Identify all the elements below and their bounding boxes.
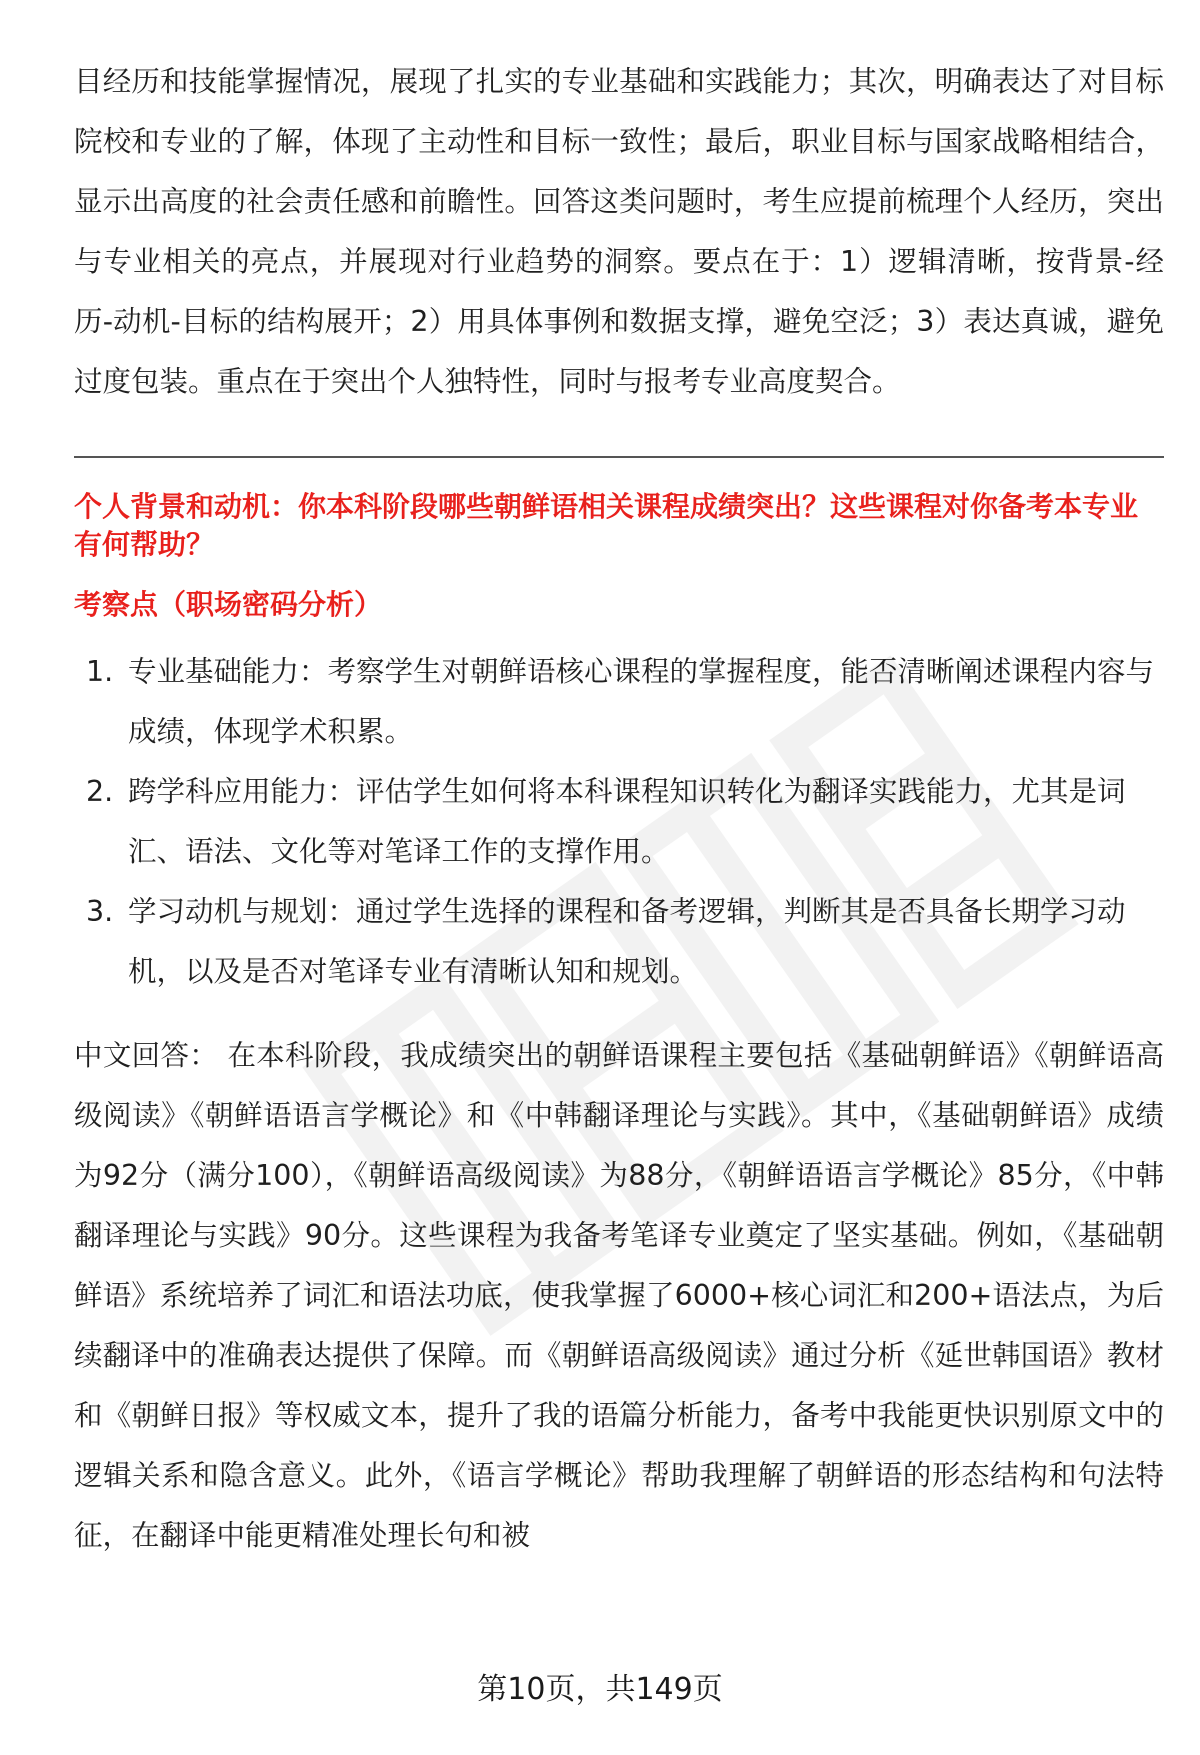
list-item-text: 跨学科应用能力：评估学生如何将本科课程知识转化为翻译实践能力，尤其是词汇、语法、文化等对笔译工作的支撑作用。	[128, 775, 1126, 868]
list-item	[74, 642, 1164, 762]
list-item-text: 专业基础能力：考察学生对朝鲜语核心课程的掌握程度，能否清晰阐述课程内容与成绩，体现学术积累。	[128, 655, 1155, 748]
list-item-number: 1.	[86, 655, 114, 688]
intro-paragraph: 目经历和技能掌握情况，展现了扎实的专业基础和实践能力；其次，明确表达了对目标院校和专业的了解，体现了主动性和目标一致性；最后，职业目标与国家战略相结合，显示出高度的社会责任感和前瞻性。回答这类问题时，考生应提前梳理个人经历，突出与专业相关的亮点，并展现对行业趋势的洞察。要点在于：1）逻辑清晰，按背景-经历-动机-目标的结构展开；2）用具体事例和数据支撑，避免空泛；3）表达真诚，避免过度包装。重点在于突出个人独特性，同时与报考专业高度契合。	[74, 65, 1164, 398]
list-item-number: 3.	[86, 895, 114, 928]
answer-paragraph: 中文回答： 在本科阶段，我成绩突出的朝鲜语课程主要包括《基础朝鲜语》《朝鲜语高级阅读》《朝鲜语语言学概论》和《中韩翻译理论与实践》。其中，《基础朝鲜语》成绩为92分（满分100），《朝鲜语高级阅读》为88分，《朝鲜语语言学概论》85分，《中韩翻译理论与实践》90分。这些课程为我备考笔译专业奠定了坚实基础。例如，《基础朝鲜语》系统培养了词汇和语法功底，使我掌握了6000+核心词汇和200+语法点，为后续翻译中的准确表达提供了保障。而《朝鲜语高级阅读》通过分析《延世韩国语》教材和《朝鲜日报》等权威文本，提升了我的语篇分析能力，备考中我能更快识别原文中的逻辑关系和隐含意义。此外，《语言学概论》帮助我理解了朝鲜语的形态结构和句法特征，在翻译中能更精准处理长句和被	[74, 1039, 1164, 1552]
list-item	[74, 882, 1164, 1002]
evaluation-points-label: 考察点（职场密码分析）	[74, 588, 383, 621]
list-item	[74, 762, 1164, 882]
page-number-footer: 第10页，共149页	[477, 1672, 723, 1707]
question-heading: 个人背景和动机：你本科阶段哪些朝鲜语相关课程成绩突出？这些课程对你备考本专业有何帮助？	[74, 490, 1139, 561]
list-item-text: 学习动机与规划：通过学生选择的课程和备考逻辑，判断其是否具备长期学习动机，以及是否对笔译专业有清晰认知和规划。	[128, 895, 1126, 988]
list-item-number: 2.	[86, 775, 114, 808]
main-content	[74, 52, 1164, 1566]
evaluation-points-list	[74, 642, 1164, 1002]
section-divider	[74, 456, 1164, 458]
